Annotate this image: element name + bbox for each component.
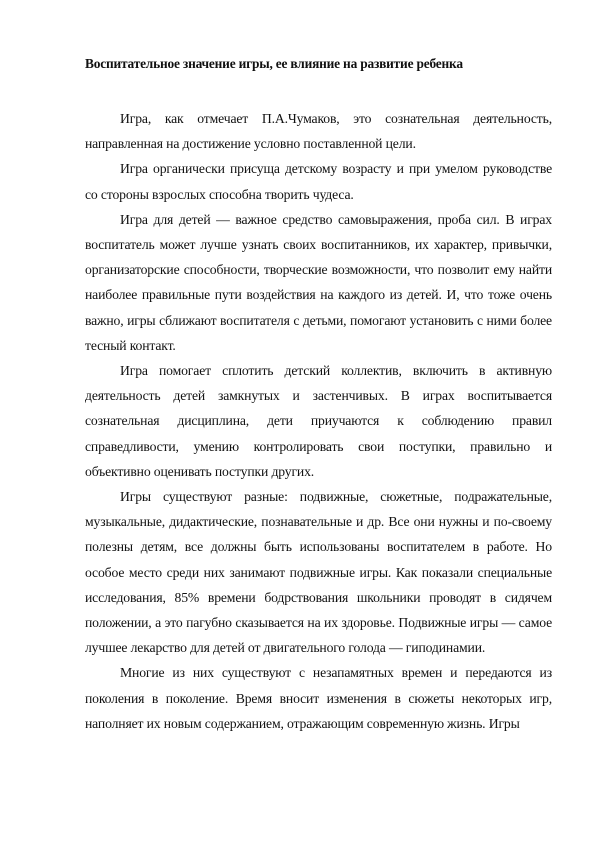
paragraph: Игра помогает сплотить детский коллектив, включить в активную деятельность детей замкнутых и застенчивых. В играх воспитывается сознательная дисциплина, дети приучаются к соблюдению правил справедливости, умению контролировать свои поступки, правильно и объективно оценивать поступки других.	[85, 363, 552, 479]
paragraph: Игры существуют разные: подвижные, сюжетные, подражательные, музыкальные, дидактические, познавательные и др. Все они нужны и по-своему полезны детям, все должны быть использованы воспитателем в работе. Но особое место среди них занимают подвижные игры. Как показали специальные исследования, 85% времени бодрствования школьники проводят в сидячем положении, а это пагубно сказывается на их здоровье. Подвижные игры — самое лучшее лекарство для детей от двигательного голода — гиподинамии.	[85, 489, 552, 656]
paragraph: Игра для детей — важное средство самовыражения, проба сил. В играх воспитатель может лучше узнать своих воспитанников, их характер, привычки, организаторские способности, творческие возможности, что позволит ему найти наиболее правильные пути воздействия на каждого из детей. И, что тоже очень важно, игры сближают воспитателя с детьми, помогают установить с ними более тесный контакт.	[85, 211, 552, 353]
document-title: Воспитательное значение игры, ее влияние на развитие ребенка	[85, 56, 463, 71]
document-body	[85, 106, 552, 736]
paragraph: Многие из них существуют с незапамятных времен и передаются из поколения в поколение. Время вносит изменения в сюжеты некоторых игр, наполняет их новым содержанием, отражающим современную жизнь. Игры	[85, 665, 552, 731]
paragraph: Игра, как отмечает П.А.Чумаков, это сознательная деятельность, направленная на достижение условно поставленной цели.	[85, 111, 552, 152]
paragraph: Игра органически присуща детскому возрасту и при умелом руководстве со стороны взрослых способна творить чудеса.	[85, 161, 552, 202]
